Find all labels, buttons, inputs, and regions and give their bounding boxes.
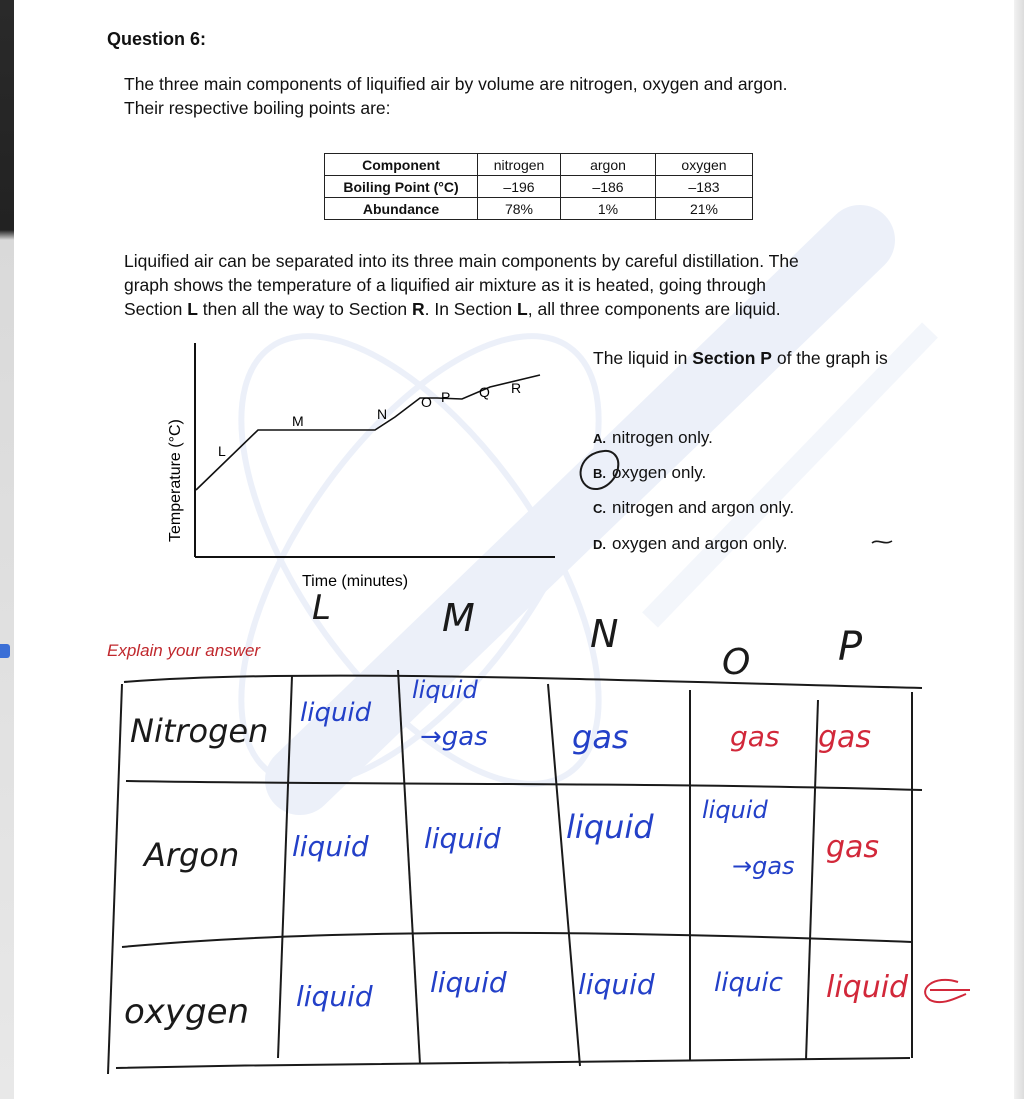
- table-header-row: [325, 154, 753, 176]
- text-run: The liquid in: [593, 348, 693, 368]
- option-c[interactable]: [593, 498, 794, 518]
- table-cell: –186: [561, 176, 656, 198]
- option-letter: B.: [593, 466, 606, 481]
- section-label-p: P: [441, 389, 451, 405]
- hand-cell: liquid: [300, 698, 372, 728]
- option-text: oxygen and argon only.: [612, 534, 788, 553]
- y-axis-label: Temperature (°C): [167, 419, 184, 542]
- hand-cell: liquid: [292, 830, 369, 863]
- table-cell: 21%: [656, 198, 753, 220]
- intro-line-2: Their respective boiling points are:: [124, 98, 391, 118]
- hand-col-head-m: M: [442, 596, 475, 640]
- option-d[interactable]: [593, 534, 787, 554]
- text-run: then all the way to Section: [197, 299, 412, 319]
- text-run: Section: [124, 299, 188, 319]
- hand-cell: liquid: [826, 970, 909, 1005]
- hand-cell: gas: [730, 720, 780, 753]
- text-run: , all three components are liquid.: [527, 299, 781, 319]
- mcq-stem: [593, 348, 888, 369]
- hand-cell: gas: [826, 830, 880, 865]
- heating-curve-chart: [150, 335, 570, 600]
- hand-cell: liquid: [412, 676, 478, 704]
- table-row: [325, 198, 753, 220]
- hand-cell: gas: [818, 720, 872, 755]
- hand-cell: liquid: [578, 968, 655, 1001]
- question-intro: [124, 72, 854, 120]
- table-header-cell: Component: [325, 154, 478, 176]
- table-cell: Abundance: [325, 198, 478, 220]
- table-cell: 78%: [478, 198, 561, 220]
- hand-row-nitrogen: Nitrogen: [130, 712, 269, 750]
- section-label-l: L: [218, 443, 226, 459]
- hand-cell: liquid: [566, 808, 654, 846]
- text-run: of the graph is: [771, 348, 888, 368]
- section-r-bold: R: [411, 299, 425, 319]
- hand-cell: →gas: [420, 722, 488, 752]
- description-line: [124, 297, 854, 321]
- table-header-cell: argon: [561, 154, 656, 176]
- option-letter: C.: [593, 501, 606, 516]
- table-row: [325, 176, 753, 198]
- hand-cell: liquid: [430, 966, 507, 999]
- hand-col-head-n: N: [590, 612, 619, 656]
- table-cell: Boiling Point (°C): [325, 176, 478, 198]
- hand-cell: →gas: [732, 852, 795, 880]
- hand-col-head-o: O: [722, 642, 751, 683]
- option-a[interactable]: [593, 428, 713, 448]
- text-run: . In Section: [424, 299, 518, 319]
- section-label-q: Q: [479, 384, 490, 400]
- hand-cell: liquid: [424, 822, 501, 855]
- hand-cell: liquid: [296, 980, 373, 1013]
- intro-line-1: The three main components of liquified air by volume are nitrogen, oxygen and argon.: [124, 74, 788, 94]
- section-label-n: N: [377, 406, 388, 422]
- description-line: Liquified air can be separated into its three main components by careful distillation. The: [124, 251, 799, 271]
- description-line: graph shows the temperature of a liquified air mixture as it is heated, going through: [124, 275, 767, 295]
- section-l-bold: L: [517, 299, 528, 319]
- table-header-cell: oxygen: [656, 154, 753, 176]
- section-p-bold: Section P: [692, 348, 772, 368]
- option-text: nitrogen only.: [612, 428, 713, 447]
- hand-row-argon: Argon: [144, 836, 240, 874]
- table-cell: 1%: [561, 198, 656, 220]
- hand-col-head-l: L: [312, 588, 331, 628]
- hand-col-head-p: P: [838, 624, 863, 670]
- explain-prompt: Explain your answer: [107, 641, 261, 660]
- x-axis-label: Time (minutes): [302, 573, 409, 590]
- hand-cell: liquic: [714, 968, 783, 998]
- hand-cell: liquid: [702, 796, 768, 824]
- section-label-o: O: [421, 394, 432, 410]
- hand-cell: gas: [572, 718, 629, 756]
- boiling-point-table: [324, 153, 753, 220]
- option-letter: D.: [593, 537, 606, 552]
- option-b[interactable]: [593, 463, 706, 483]
- table-cell: –196: [478, 176, 561, 198]
- section-label-m: M: [292, 413, 304, 429]
- question-title: Question 6:: [107, 29, 207, 49]
- option-text: oxygen only.: [612, 463, 707, 482]
- table-header-cell: nitrogen: [478, 154, 561, 176]
- section-label-r: R: [511, 380, 522, 396]
- option-letter: A.: [593, 431, 606, 446]
- table-cell: –183: [656, 176, 753, 198]
- section-l-bold: L: [187, 299, 198, 319]
- hand-row-oxygen: oxygen: [124, 992, 250, 1032]
- option-text: nitrogen and argon only.: [612, 498, 795, 517]
- description-paragraph: [124, 249, 854, 321]
